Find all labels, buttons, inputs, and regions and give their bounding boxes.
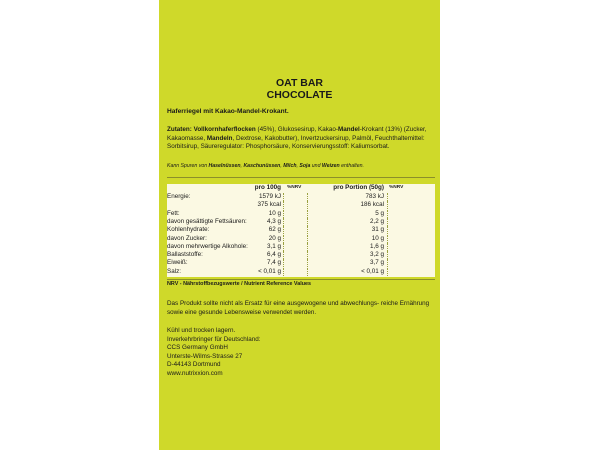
- value-per-100g: 4,3 g: [266, 217, 281, 225]
- value-per-100g: 7,4 g: [266, 259, 281, 267]
- trace-part: Kann Spuren von: [167, 163, 209, 169]
- nutrition-row: [167, 226, 435, 234]
- value-per-100g: 375 kcal: [257, 201, 281, 209]
- col-header-nrv-portion: %NRV: [389, 185, 404, 190]
- nutrient-label: davon mehrwertige Alkohole:: [167, 242, 248, 250]
- nutrient-label: Energie:: [167, 193, 191, 200]
- column-divider: [387, 268, 389, 276]
- nrv-footnote: NRV - Nährstoffbezugswerte / Nutrient Reference Values: [167, 281, 311, 287]
- column-divider: [307, 259, 309, 267]
- ingredient-text-part: , Dextrose, Kakobutter), Invertzuckersirup, Palmöl, Feuchthaltemittel: Sorbitsirup, Säureregulator: Phosphorsäure, Konservierungsstoff: Kaliumsorbat.: [167, 134, 425, 150]
- column-divider: [387, 210, 389, 218]
- nutrition-row: [167, 259, 435, 267]
- value-per-100g: < 0,01 g: [258, 267, 281, 275]
- value-per-portion: 1,6 g: [369, 242, 384, 250]
- trace-part: ,: [296, 163, 300, 169]
- column-divider: [283, 251, 285, 259]
- table-bottom-rule: [167, 279, 435, 280]
- value-per-portion: 3,2 g: [369, 251, 384, 259]
- column-divider: [387, 251, 389, 259]
- column-divider: [307, 193, 309, 201]
- address-line: www.nutrixxion.com: [167, 369, 223, 377]
- value-per-portion: 3,7 g: [369, 259, 384, 267]
- product-title-line1: OAT BAR: [275, 77, 324, 89]
- storage-text: Kühl und trocken lagern.: [167, 327, 236, 334]
- column-divider: [387, 201, 389, 209]
- col-header-nrv-100g: %NRV: [287, 185, 302, 190]
- value-per-portion: 783 kJ: [365, 193, 384, 200]
- column-divider: [283, 243, 285, 251]
- column-divider: [307, 201, 309, 209]
- address-line: D-44143 Dortmund: [167, 361, 221, 369]
- col-header-portion: pro Portion (50g): [333, 184, 384, 191]
- trace-wheat: Weizen: [321, 163, 340, 169]
- nutrition-row: [167, 235, 435, 243]
- product-title-line2: CHOCOLATE: [266, 89, 333, 101]
- ingredients-lead: Zutaten:: [167, 126, 194, 133]
- column-divider: [307, 243, 309, 251]
- nutrition-row: [167, 251, 435, 259]
- table-top-rule: [167, 177, 435, 178]
- allergen-trace-text: [167, 163, 435, 169]
- value-per-100g: 62 g: [268, 226, 281, 234]
- column-divider: [387, 226, 389, 234]
- column-divider: [283, 193, 285, 201]
- disclaimer-text: Das Produkt sollte nicht als Ersatz für eine ausgewogene und abwechlungs- reiche Ernährung sowie eine gesunde Lebensweise verwendet werden.: [167, 300, 430, 316]
- value-per-100g: 6,4 g: [266, 251, 281, 259]
- trace-milk: Milch: [283, 163, 297, 169]
- value-per-portion: 2,2 g: [369, 217, 384, 225]
- column-divider: [307, 218, 309, 226]
- nutrition-row: [167, 201, 435, 209]
- ingredient-almonds: Mandeln: [206, 134, 233, 142]
- column-divider: [387, 235, 389, 243]
- value-per-portion: 186 kcal: [360, 201, 384, 209]
- trace-part: enthalten.: [339, 163, 364, 169]
- trace-part: ,: [280, 163, 284, 169]
- nutrient-label: Fett:: [167, 209, 180, 217]
- column-divider: [283, 259, 285, 267]
- nutrient-label: Salz:: [167, 267, 181, 275]
- trace-part: und: [310, 163, 322, 169]
- column-divider: [387, 243, 389, 251]
- nutrition-row: [167, 210, 435, 218]
- col-header-100g: pro 100g: [254, 184, 281, 191]
- address-line: CCS Germany GmbH: [167, 344, 228, 352]
- column-divider: [387, 193, 389, 201]
- column-divider: [307, 251, 309, 259]
- column-divider: [283, 226, 285, 234]
- trace-soy: Soja: [299, 163, 311, 169]
- nutrition-row: [167, 193, 435, 201]
- value-per-100g: 10 g: [268, 209, 281, 217]
- column-divider: [307, 210, 309, 218]
- address-line: Unterste-Wilms-Strasse 27: [167, 352, 243, 360]
- value-per-portion: 31 g: [371, 226, 384, 234]
- nutrition-table: [167, 184, 435, 277]
- nutrient-label: Kohlenhydrate:: [167, 226, 210, 234]
- address-block: [167, 336, 435, 379]
- column-divider: [307, 268, 309, 276]
- column-divider: [283, 201, 285, 209]
- nutrition-row: [167, 243, 435, 251]
- column-divider: [387, 218, 389, 226]
- nutrition-row: [167, 218, 435, 226]
- product-label: [159, 0, 440, 450]
- value-per-portion: 10 g: [371, 234, 384, 242]
- column-divider: [307, 226, 309, 234]
- product-subtitle: Haferriegel mit Kakao-Mandel-Krokant.: [167, 108, 289, 115]
- ingredient-text-part: (45%), Glukosesirup, Kakao-: [255, 126, 339, 133]
- storage-and-address: [167, 327, 435, 379]
- trace-cashew: Kaschunüssen: [243, 163, 281, 169]
- ingredient-text-part: -Krokant (13%) (Zucker, Kakaomasse,: [167, 126, 427, 142]
- nutrition-row: [167, 268, 435, 276]
- ingredients-text: [167, 126, 435, 152]
- value-per-100g: 3,1 g: [266, 242, 281, 250]
- column-divider: [283, 235, 285, 243]
- value-per-portion: < 0,01 g: [361, 267, 384, 275]
- trace-hazelnut: Haselnüssen: [208, 163, 241, 169]
- value-per-100g: 20 g: [268, 234, 281, 242]
- nutrient-label: davon Zucker:: [167, 234, 207, 242]
- column-divider: [387, 259, 389, 267]
- nutrient-label: Eiweiß:: [167, 259, 188, 267]
- address-line: Inverkehrbringer für Deutschland:: [167, 335, 261, 343]
- column-divider: [283, 218, 285, 226]
- nutrient-label: davon gesättigte Fettsäuren:: [167, 217, 247, 225]
- ingredient-oats: Vollkornhaferflocken: [193, 126, 256, 133]
- column-divider: [283, 268, 285, 276]
- value-per-portion: 5 g: [375, 209, 384, 217]
- trace-part: ,: [240, 163, 244, 169]
- column-divider: [283, 210, 285, 218]
- ingredient-almond: Mandel: [338, 126, 360, 133]
- column-divider: [307, 235, 309, 243]
- value-per-100g: 1579 kJ: [258, 193, 281, 200]
- nutrient-label: Ballaststoffe:: [167, 251, 203, 259]
